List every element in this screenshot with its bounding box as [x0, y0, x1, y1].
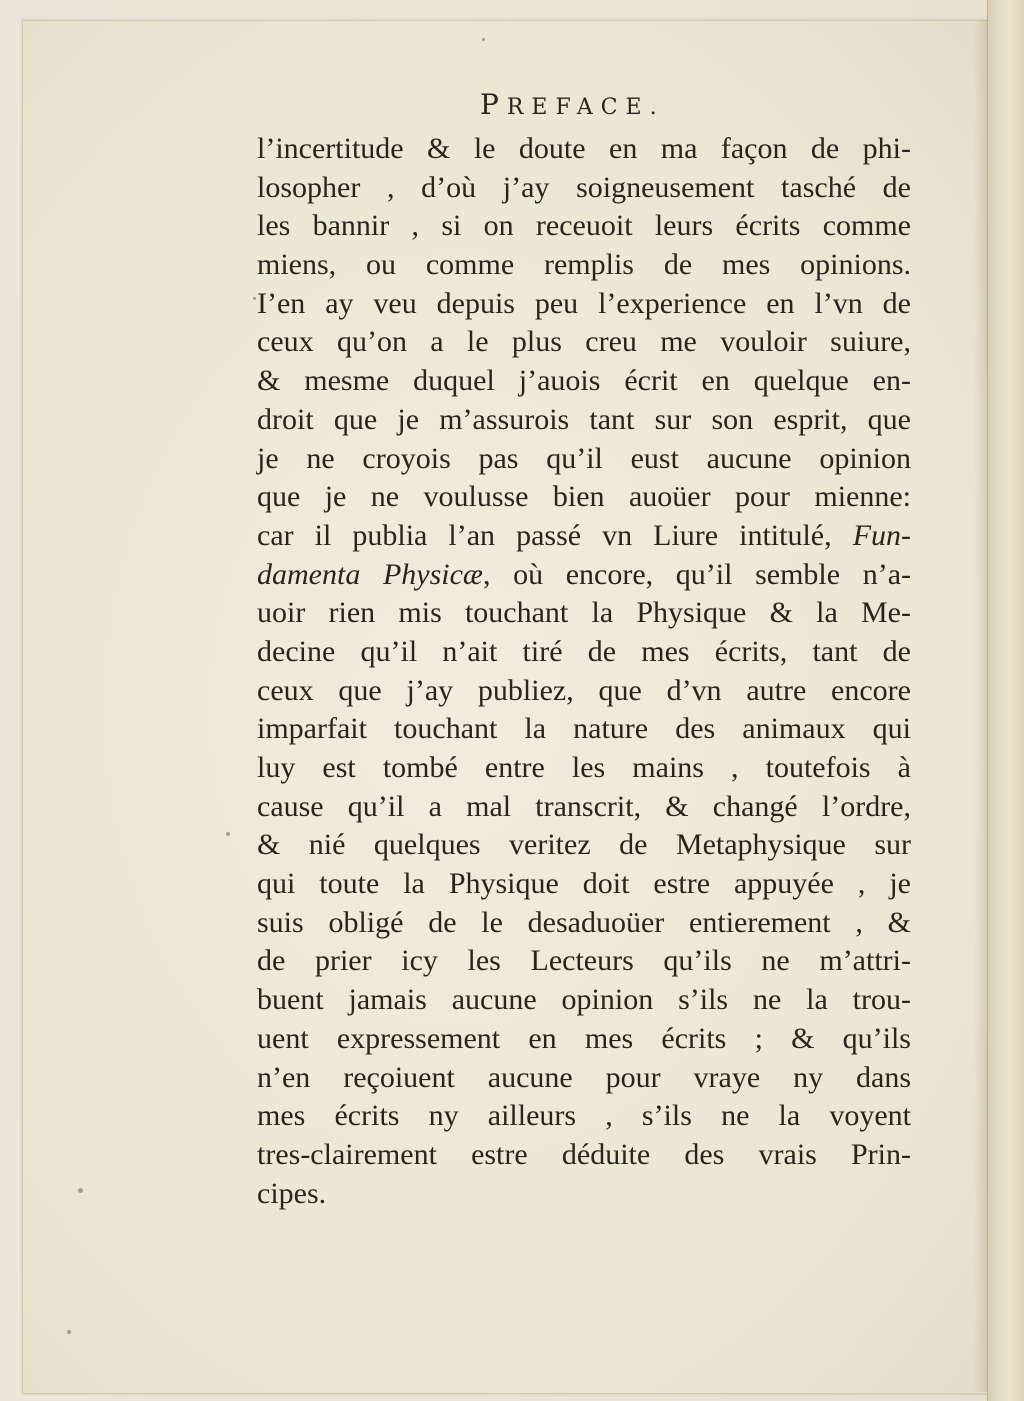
- line-text: tres-clairement estre déduite des vrais Prin-: [257, 1137, 911, 1171]
- text-line: [257, 517, 911, 556]
- text-line: [257, 865, 911, 904]
- paper-speck: [482, 38, 485, 41]
- text-line: [257, 788, 911, 827]
- line-text: buent jamais aucune opinion s’ils ne la trou-: [257, 983, 911, 1017]
- text-line: [257, 323, 911, 362]
- text-line: [257, 1020, 911, 1059]
- text-line: [257, 749, 911, 788]
- line-text: luy est tombé entre les mains , toutefois à: [257, 751, 911, 784]
- line-text: car il publia l’an passé vn Liure intitulé,: [257, 518, 832, 552]
- line-text: & nié quelques veritez de Metaphysique sur: [257, 828, 911, 862]
- line-text: uent expressement en mes écrits ; & qu’ils: [257, 1021, 911, 1055]
- text-line: [257, 285, 911, 324]
- line-text: suis obligé de le desaduoüer entierement , &: [257, 905, 911, 939]
- paper-speck: [226, 832, 230, 836]
- italic-title: damenta Physicæ: [257, 557, 483, 591]
- text-line: [257, 362, 911, 401]
- line-text: n’en reçoiuent aucune pour vraye ny dans: [257, 1060, 911, 1094]
- line-text: miens, ou comme remplis de mes opinions.: [257, 248, 911, 282]
- text-line: [257, 478, 911, 517]
- line-text: mes écrits ny ailleurs , s’ils ne la voyent: [257, 1099, 911, 1133]
- line-text: ceux que j’ay publiez, que d’vn autre encore: [257, 673, 911, 707]
- line-text: les bannir , si on receuoit leurs écrits comme: [257, 209, 911, 243]
- page-gutter-shadow: [974, 20, 988, 1392]
- running-head-initial: P: [480, 88, 507, 121]
- text-line: [257, 401, 911, 440]
- text-line: [257, 633, 911, 672]
- text-line: [257, 826, 911, 865]
- line-text: que je ne voulusse bien auoüer pour mienne:: [257, 480, 911, 514]
- text-line: [257, 246, 911, 285]
- text-line: [257, 1175, 911, 1214]
- text-line: [257, 1059, 911, 1098]
- line-text: losopher , d’où j’ay soigneusement tasché de: [257, 170, 911, 204]
- text-line: [257, 672, 911, 711]
- text-line: [257, 981, 911, 1020]
- running-head-rest: REFACE.: [506, 95, 665, 120]
- line-text: je ne croyois pas qu’il eust aucune opinion: [257, 441, 911, 475]
- line-text: & mesme duquel j’auois écrit en quelque en-: [257, 364, 911, 398]
- text-line: [257, 1136, 911, 1175]
- paper-speck: [253, 297, 256, 300]
- next-page-edge: [987, 0, 1024, 1401]
- text-line: [257, 169, 911, 208]
- body-text: [257, 130, 911, 1213]
- line-text: ceux qu’on a le plus creu me vouloir suiure,: [257, 325, 911, 359]
- line-text: l’incertitude & le doute en ma façon de phi-: [257, 132, 911, 165]
- line-text: cipes.: [257, 1176, 327, 1210]
- line-text: cause qu’il a mal transcrit, & changé l’ordre,: [257, 789, 911, 823]
- line-text: , où encore, qu’il semble n’a-: [482, 557, 911, 591]
- line-text: uoir rien mis touchant la Physique & la Me-: [257, 596, 911, 630]
- text-line: [257, 904, 911, 943]
- running-head: [480, 88, 665, 121]
- paper-speck: [67, 1330, 71, 1334]
- text-line: [257, 556, 911, 595]
- line-text: I’en ay veu depuis peu l’experience en l’vn de: [257, 286, 911, 320]
- line-text: decine qu’il n’ait tiré de mes écrits, tant de: [257, 634, 911, 668]
- text-line: [257, 207, 911, 246]
- line-text: qui toute la Physique doit estre appuyée , je: [257, 867, 911, 901]
- text-line: [257, 710, 911, 749]
- paper-speck: [78, 1188, 83, 1193]
- text-line: [257, 1097, 911, 1136]
- line-text: de prier icy les Lecteurs qu’ils ne m’attri-: [257, 944, 911, 978]
- line-text: imparfait touchant la nature des animaux qui: [257, 712, 911, 746]
- text-line: [257, 594, 911, 633]
- text-line: [257, 440, 911, 479]
- text-line: [257, 130, 911, 169]
- line-text: droit que je m’assurois tant sur son esprit, que: [257, 402, 911, 436]
- italic-title: Fun-: [852, 518, 912, 552]
- text-line: [257, 942, 911, 981]
